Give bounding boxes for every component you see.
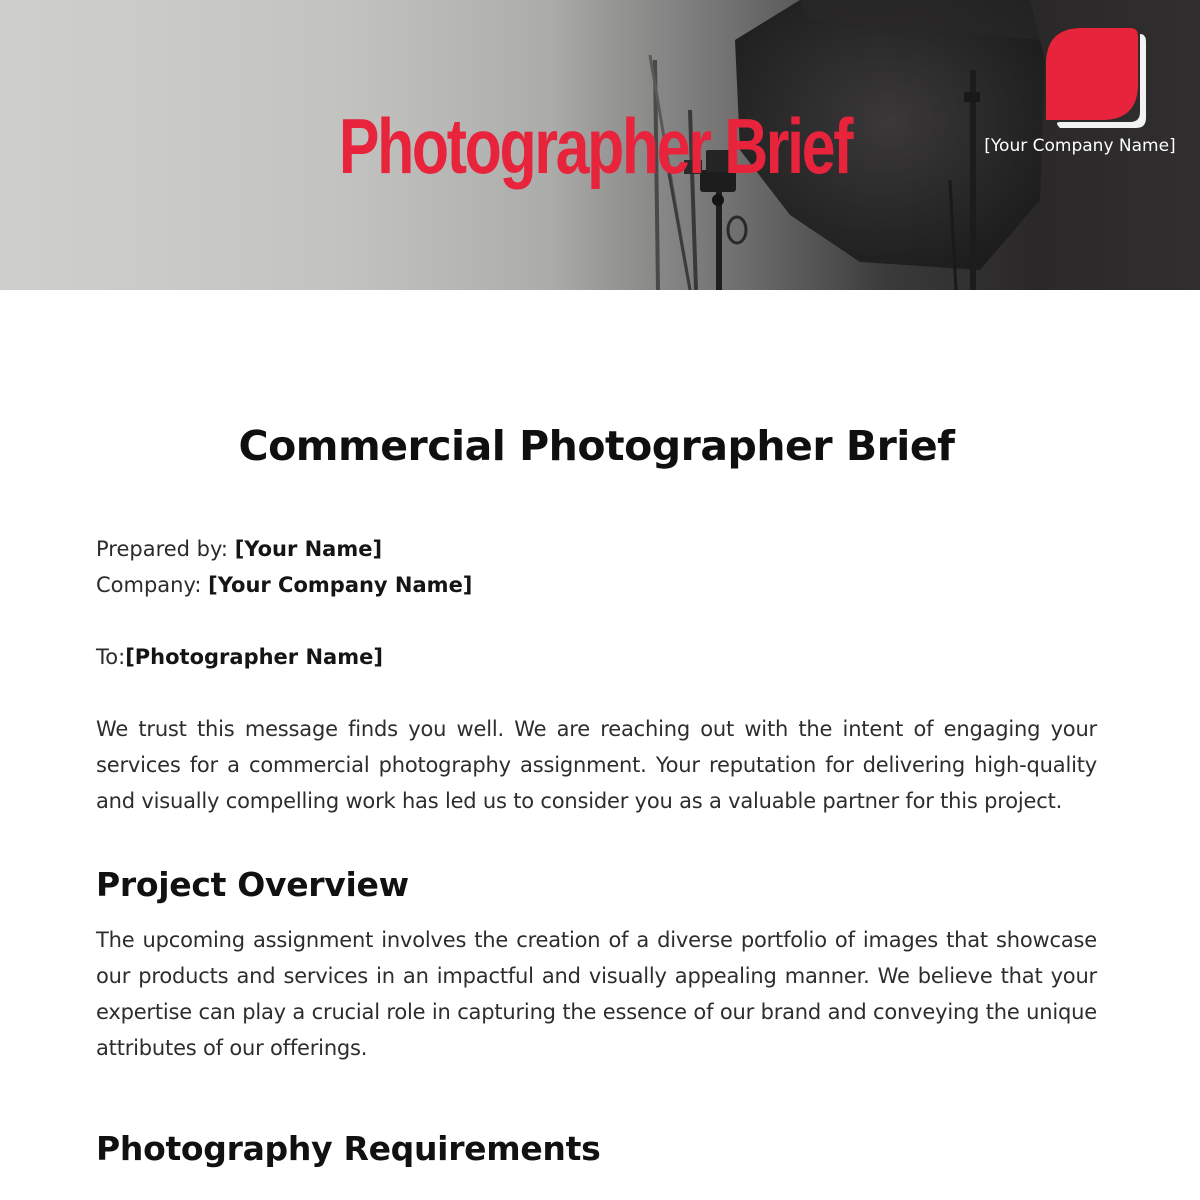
company-name-tag: [Your Company Name] xyxy=(984,136,1176,156)
recipient-value: [Photographer Name] xyxy=(125,645,383,669)
banner-title: Photographer Brief xyxy=(338,102,852,190)
prepared-by-value: [Your Name] xyxy=(234,537,383,561)
document-body xyxy=(96,400,1097,1174)
section-body-project-overview: The upcoming assignment involves the creation of a diverse portfolio of images that showcase our products and services in an impactful and visually appealing manner. We believe that your expertise can play a crucial role in capturing the essence of our brand and conveying the unique attributes of our offerings. xyxy=(96,928,1097,1060)
section-title-photography-requirements: Photography Requirements xyxy=(96,1129,601,1168)
company-value: [Your Company Name] xyxy=(208,573,473,597)
recipient-label: To: xyxy=(96,645,126,669)
prepared-by-line xyxy=(96,531,1097,567)
section-title-project-overview: Project Overview xyxy=(96,865,409,904)
header-banner xyxy=(0,0,1200,290)
document-meta xyxy=(96,531,1097,603)
company-label: Company: xyxy=(96,573,202,597)
prepared-by-label: Prepared by: xyxy=(96,537,228,561)
document-title: Commercial Photographer Brief xyxy=(238,422,955,470)
company-line xyxy=(96,567,1097,603)
intro-paragraph: We trust this message finds you well. We are reaching out with the intent of engaging your services for a commercial photography assignment. Your reputation for delivering high-quality and visually compelling work has led us to consider you as a valuable partner for this project. xyxy=(96,717,1097,813)
leaf-shape-logo xyxy=(1046,28,1146,128)
recipient-line xyxy=(96,639,1097,675)
